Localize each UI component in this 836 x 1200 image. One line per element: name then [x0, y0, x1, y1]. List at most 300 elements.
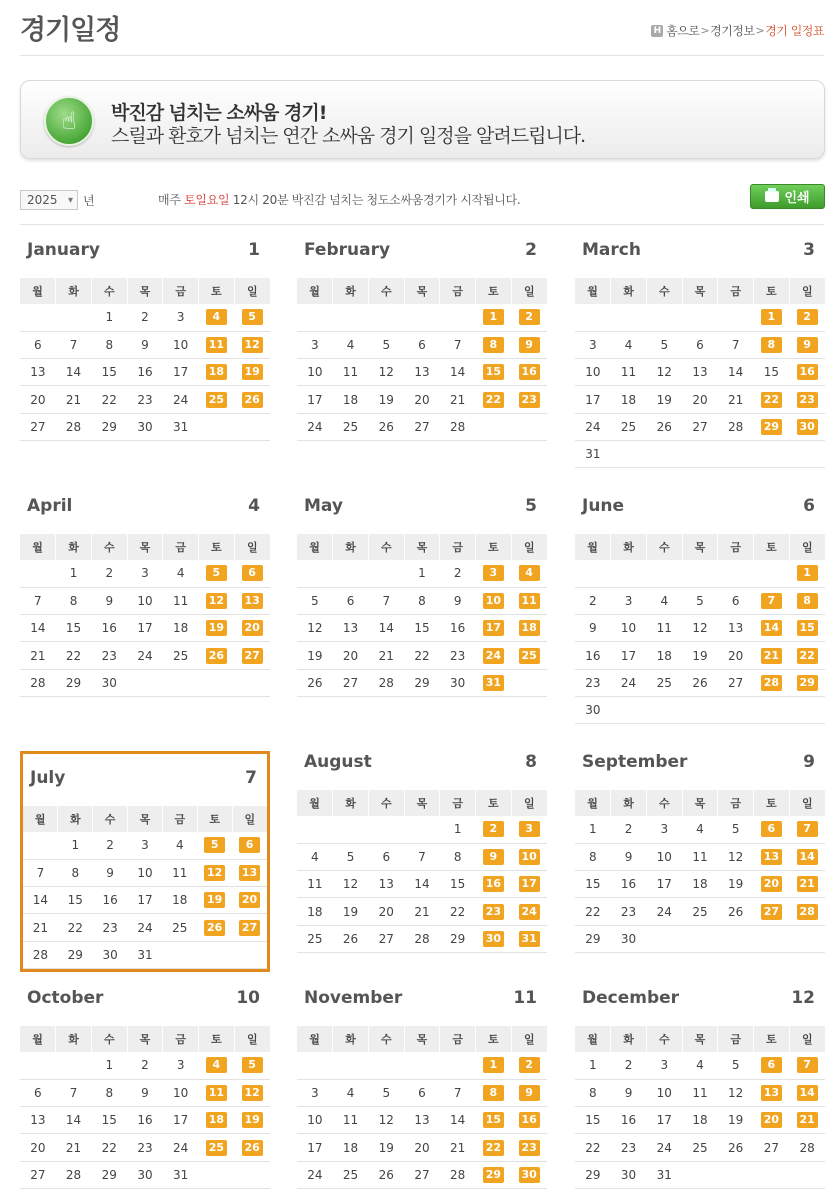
day-cell [754, 1052, 790, 1079]
match-day-badge: 19 [242, 1112, 263, 1128]
week-row [575, 1134, 825, 1161]
match-day-badge: 16 [797, 364, 818, 380]
weekday-header: 수 [368, 278, 404, 304]
match-day-badge: 2 [797, 309, 818, 325]
day-cell: 5 [718, 1052, 754, 1079]
weekday-header: 월 [20, 534, 56, 560]
day-cell: 5 [297, 587, 333, 614]
week-row [575, 871, 825, 898]
weekday-header: 화 [611, 534, 647, 560]
day-cell: 27 [404, 1161, 440, 1188]
weekday-header: 금 [718, 790, 754, 816]
day-cell: 15 [575, 1107, 611, 1134]
match-day-badge: 2 [519, 309, 540, 325]
weekday-header: 금 [162, 806, 197, 832]
weekday-header: 목 [404, 278, 440, 304]
match-day-badge: 29 [797, 675, 818, 691]
match-day-badge: 29 [483, 1167, 504, 1183]
week-row [297, 642, 547, 669]
day-cell: 23 [611, 1134, 647, 1161]
month-header [297, 226, 547, 278]
day-cell [754, 304, 790, 331]
month-table [23, 806, 267, 969]
day-cell: 28 [789, 1134, 825, 1161]
day-cell: 23 [127, 386, 163, 413]
day-cell: 25 [682, 898, 718, 925]
day-cell: 5 [682, 587, 718, 614]
weekday-header: 일 [511, 790, 547, 816]
day-cell [232, 941, 267, 968]
day-cell: 13 [368, 871, 404, 898]
day-cell [56, 304, 92, 331]
weekday-header: 일 [789, 534, 825, 560]
day-cell [234, 1107, 270, 1134]
weekday-header: 수 [93, 806, 128, 832]
day-cell: 14 [368, 615, 404, 642]
page-title: 경기일정 [20, 15, 121, 46]
day-cell: 22 [91, 386, 127, 413]
day-cell: 17 [163, 1107, 199, 1134]
week-row [297, 615, 547, 642]
match-day-badge: 18 [206, 1112, 227, 1128]
week-row [297, 871, 547, 898]
match-day-badge: 13 [239, 865, 260, 881]
day-cell: 7 [20, 587, 56, 614]
breadcrumb-home[interactable]: 홈으로 [666, 24, 700, 38]
day-cell [511, 359, 547, 386]
day-cell [199, 560, 235, 587]
weekday-header: 목 [404, 534, 440, 560]
day-cell: 16 [127, 1107, 163, 1134]
week-row [297, 816, 547, 843]
home-icon[interactable]: H [651, 25, 663, 37]
day-cell [511, 925, 547, 952]
day-cell [476, 413, 512, 440]
weekday-header: 화 [333, 278, 369, 304]
match-day-badge: 14 [797, 1085, 818, 1101]
day-cell: 18 [297, 898, 333, 925]
match-day-badge: 12 [242, 1085, 263, 1101]
day-cell: 28 [404, 925, 440, 952]
day-cell [789, 898, 825, 925]
month-name: July [30, 768, 66, 788]
day-cell [297, 1052, 333, 1079]
month-number: 3 [803, 240, 815, 260]
day-cell: 13 [718, 615, 754, 642]
week-row [20, 386, 270, 413]
match-day-badge: 7 [797, 1057, 818, 1073]
weekday-header: 목 [127, 278, 163, 304]
day-cell: 17 [128, 887, 163, 914]
day-cell: 20 [404, 1134, 440, 1161]
week-row [297, 560, 547, 587]
weekday-header: 화 [611, 278, 647, 304]
day-cell [440, 1052, 476, 1079]
day-cell [476, 871, 512, 898]
weekday-header: 일 [511, 1026, 547, 1052]
day-cell [754, 331, 790, 358]
day-cell: 11 [163, 587, 199, 614]
day-cell [789, 843, 825, 870]
day-cell: 8 [58, 859, 93, 886]
day-cell [199, 642, 235, 669]
day-cell: 12 [368, 1107, 404, 1134]
day-cell [754, 843, 790, 870]
month-header [297, 482, 547, 534]
month-calendar-april [20, 482, 270, 697]
breadcrumb [651, 22, 824, 39]
weekday-header: 목 [682, 790, 718, 816]
day-cell [682, 1161, 718, 1188]
day-cell [575, 304, 611, 331]
weekday-header: 월 [20, 278, 56, 304]
month-header [575, 974, 825, 1026]
day-cell: 25 [333, 1161, 369, 1188]
month-header [297, 974, 547, 1026]
week-row [297, 587, 547, 614]
match-day-badge: 5 [206, 565, 227, 581]
day-cell: 1 [91, 304, 127, 331]
day-cell [646, 925, 682, 952]
day-cell: 28 [56, 413, 92, 440]
day-cell [511, 1107, 547, 1134]
week-row [297, 1107, 547, 1134]
day-cell: 2 [575, 587, 611, 614]
day-cell: 11 [682, 1079, 718, 1106]
day-cell: 26 [368, 413, 404, 440]
day-cell [234, 1134, 270, 1161]
match-day-badge: 8 [483, 1085, 504, 1101]
day-cell: 13 [404, 359, 440, 386]
day-cell: 16 [611, 1107, 647, 1134]
match-day-badge: 23 [797, 392, 818, 408]
day-cell: 17 [646, 871, 682, 898]
match-day-badge: 6 [761, 1057, 782, 1073]
day-cell: 3 [163, 304, 199, 331]
day-cell: 17 [297, 386, 333, 413]
day-cell [789, 331, 825, 358]
day-cell [754, 696, 790, 723]
month-number: 7 [245, 768, 257, 788]
month-name: January [27, 240, 100, 260]
month-number: 2 [525, 240, 537, 260]
day-cell [646, 304, 682, 331]
day-cell: 3 [163, 1052, 199, 1079]
weekday-header: 월 [297, 790, 333, 816]
day-cell [162, 941, 197, 968]
day-cell: 11 [611, 359, 647, 386]
day-cell: 30 [440, 669, 476, 696]
match-day-badge: 8 [483, 337, 504, 353]
day-cell [511, 642, 547, 669]
hand-icon: ☝ [44, 96, 94, 146]
month-number: 9 [803, 752, 815, 772]
day-cell: 29 [58, 941, 93, 968]
month-name: November [304, 988, 403, 1008]
day-cell: 17 [163, 359, 199, 386]
year-select[interactable] [20, 190, 78, 210]
day-cell: 22 [404, 642, 440, 669]
month-table [297, 790, 547, 953]
month-number: 12 [791, 988, 815, 1008]
match-day-badge: 22 [483, 1140, 504, 1156]
week-row [20, 1107, 270, 1134]
day-cell: 17 [127, 615, 163, 642]
weekday-header: 수 [91, 1026, 127, 1052]
day-cell [511, 816, 547, 843]
day-cell [404, 816, 440, 843]
month-name: December [582, 988, 680, 1008]
week-row [575, 669, 825, 696]
month-name: June [582, 496, 625, 516]
match-day-badge: 5 [242, 309, 263, 325]
weekday-header: 수 [368, 1026, 404, 1052]
day-cell [754, 413, 790, 440]
match-day-badge: 7 [797, 821, 818, 837]
year-unit: 년 [83, 194, 95, 208]
match-day-badge: 4 [206, 1057, 227, 1073]
day-cell [333, 304, 369, 331]
day-cell [476, 304, 512, 331]
day-cell [754, 816, 790, 843]
day-cell: 19 [718, 1107, 754, 1134]
week-row [20, 669, 270, 696]
day-cell [754, 898, 790, 925]
match-day-badge: 16 [483, 876, 504, 892]
day-cell: 13 [20, 1107, 56, 1134]
day-cell: 4 [163, 560, 199, 587]
day-cell: 4 [297, 843, 333, 870]
day-cell [333, 1052, 369, 1079]
day-cell: 27 [333, 669, 369, 696]
match-day-badge: 8 [797, 593, 818, 609]
week-row [297, 359, 547, 386]
day-cell: 27 [754, 1134, 790, 1161]
day-cell: 23 [91, 642, 127, 669]
day-cell [199, 587, 235, 614]
print-label: 인쇄 [784, 191, 810, 206]
day-cell [754, 587, 790, 614]
day-cell: 1 [440, 816, 476, 843]
day-cell: 17 [297, 1134, 333, 1161]
day-cell: 30 [127, 1161, 163, 1188]
month-header [575, 226, 825, 278]
day-cell: 6 [404, 331, 440, 358]
day-cell [297, 816, 333, 843]
match-day-badge: 16 [519, 364, 540, 380]
day-cell: 3 [127, 560, 163, 587]
match-day-badge: 15 [797, 620, 818, 636]
day-cell: 1 [404, 560, 440, 587]
day-cell: 12 [718, 843, 754, 870]
day-cell: 27 [682, 413, 718, 440]
day-cell [197, 887, 232, 914]
match-day-badge: 27 [761, 904, 782, 920]
weekday-header: 수 [368, 534, 404, 560]
day-cell [163, 669, 199, 696]
day-cell [511, 669, 547, 696]
day-cell: 5 [646, 331, 682, 358]
weekday-header: 토 [199, 1026, 235, 1052]
weekday-header: 금 [718, 1026, 754, 1052]
month-table [575, 1026, 825, 1189]
day-cell [476, 898, 512, 925]
day-cell [789, 1079, 825, 1106]
day-cell [476, 560, 512, 587]
week-row [575, 843, 825, 870]
day-cell: 24 [163, 1134, 199, 1161]
day-cell: 9 [127, 1079, 163, 1106]
month-number: 8 [525, 752, 537, 772]
day-cell [404, 1052, 440, 1079]
day-cell [476, 642, 512, 669]
day-cell [197, 941, 232, 968]
day-cell: 15 [575, 871, 611, 898]
day-cell: 28 [56, 1161, 92, 1188]
match-day-badge: 30 [483, 931, 504, 947]
weekday-header: 수 [91, 534, 127, 560]
month-calendar-august [297, 738, 547, 953]
day-cell [232, 887, 267, 914]
week-row [575, 304, 825, 331]
weekday-header: 일 [511, 534, 547, 560]
day-cell: 26 [718, 898, 754, 925]
day-cell: 14 [56, 1107, 92, 1134]
day-cell: 3 [611, 587, 647, 614]
month-table [575, 790, 825, 953]
day-cell [789, 696, 825, 723]
week-row [297, 843, 547, 870]
month-name: August [304, 752, 372, 772]
day-cell [197, 914, 232, 941]
day-cell [789, 642, 825, 669]
day-cell [754, 615, 790, 642]
day-cell [789, 669, 825, 696]
day-cell: 15 [404, 615, 440, 642]
match-day-badge: 13 [761, 849, 782, 865]
weekday-header: 일 [232, 806, 267, 832]
day-cell: 21 [440, 1134, 476, 1161]
day-cell: 11 [333, 1107, 369, 1134]
weekday-header: 금 [718, 278, 754, 304]
day-cell: 29 [575, 1161, 611, 1188]
day-cell [682, 440, 718, 467]
day-cell [511, 1134, 547, 1161]
match-day-badge: 26 [242, 1140, 263, 1156]
week-row [575, 587, 825, 614]
day-cell: 14 [440, 359, 476, 386]
day-cell [234, 1161, 270, 1188]
day-cell [718, 440, 754, 467]
month-number: 4 [248, 496, 260, 516]
year-value: 2025 [27, 193, 58, 207]
day-cell: 14 [404, 871, 440, 898]
day-cell [234, 587, 270, 614]
week-row [575, 696, 825, 723]
match-day-badge: 23 [483, 904, 504, 920]
day-cell: 9 [440, 587, 476, 614]
day-cell: 27 [368, 925, 404, 952]
day-cell: 22 [440, 898, 476, 925]
day-cell: 2 [91, 560, 127, 587]
day-cell: 25 [682, 1134, 718, 1161]
day-cell [333, 560, 369, 587]
day-cell [234, 386, 270, 413]
match-day-badge: 14 [797, 849, 818, 865]
week-row [297, 1052, 547, 1079]
weekday-header: 일 [789, 278, 825, 304]
day-cell [511, 386, 547, 413]
weekday-header: 금 [440, 278, 476, 304]
match-day-badge: 11 [206, 337, 227, 353]
weekday-header: 수 [646, 534, 682, 560]
day-cell: 15 [91, 359, 127, 386]
day-cell: 24 [297, 1161, 333, 1188]
day-cell: 6 [20, 331, 56, 358]
match-day-badge: 13 [761, 1085, 782, 1101]
week-row [297, 669, 547, 696]
day-cell [754, 440, 790, 467]
day-cell [789, 615, 825, 642]
day-cell: 19 [682, 642, 718, 669]
month-table [575, 534, 825, 724]
day-cell: 1 [56, 560, 92, 587]
day-cell: 31 [128, 941, 163, 968]
day-cell [297, 560, 333, 587]
day-cell: 10 [297, 359, 333, 386]
day-cell: 3 [297, 1079, 333, 1106]
week-row [575, 1107, 825, 1134]
day-cell: 10 [163, 331, 199, 358]
day-cell: 30 [611, 1161, 647, 1188]
day-cell [511, 615, 547, 642]
day-cell: 10 [128, 859, 163, 886]
day-cell: 17 [646, 1107, 682, 1134]
day-cell: 4 [682, 1052, 718, 1079]
week-row [23, 941, 267, 968]
day-cell [56, 1052, 92, 1079]
match-day-badge: 3 [483, 565, 504, 581]
day-cell: 4 [611, 331, 647, 358]
day-cell: 15 [56, 615, 92, 642]
day-cell [682, 925, 718, 952]
weekday-header: 월 [575, 790, 611, 816]
day-cell [20, 560, 56, 587]
weekday-header: 목 [682, 534, 718, 560]
week-row [575, 1052, 825, 1079]
match-day-badge: 15 [483, 1112, 504, 1128]
day-cell: 3 [297, 331, 333, 358]
day-cell: 15 [754, 359, 790, 386]
match-day-badge: 19 [242, 364, 263, 380]
match-day-badge: 12 [206, 593, 227, 609]
day-cell [368, 304, 404, 331]
weekday-header: 토 [754, 278, 790, 304]
day-cell: 11 [162, 859, 197, 886]
intro-banner [20, 80, 825, 159]
day-cell [234, 304, 270, 331]
week-row [575, 386, 825, 413]
day-cell [199, 669, 235, 696]
day-cell [611, 440, 647, 467]
day-cell: 22 [575, 1134, 611, 1161]
month-header [23, 754, 267, 806]
day-cell [511, 843, 547, 870]
breadcrumb-section[interactable]: 경기정보 [710, 24, 755, 38]
print-button[interactable] [750, 184, 825, 209]
day-cell: 27 [404, 413, 440, 440]
day-cell [789, 587, 825, 614]
